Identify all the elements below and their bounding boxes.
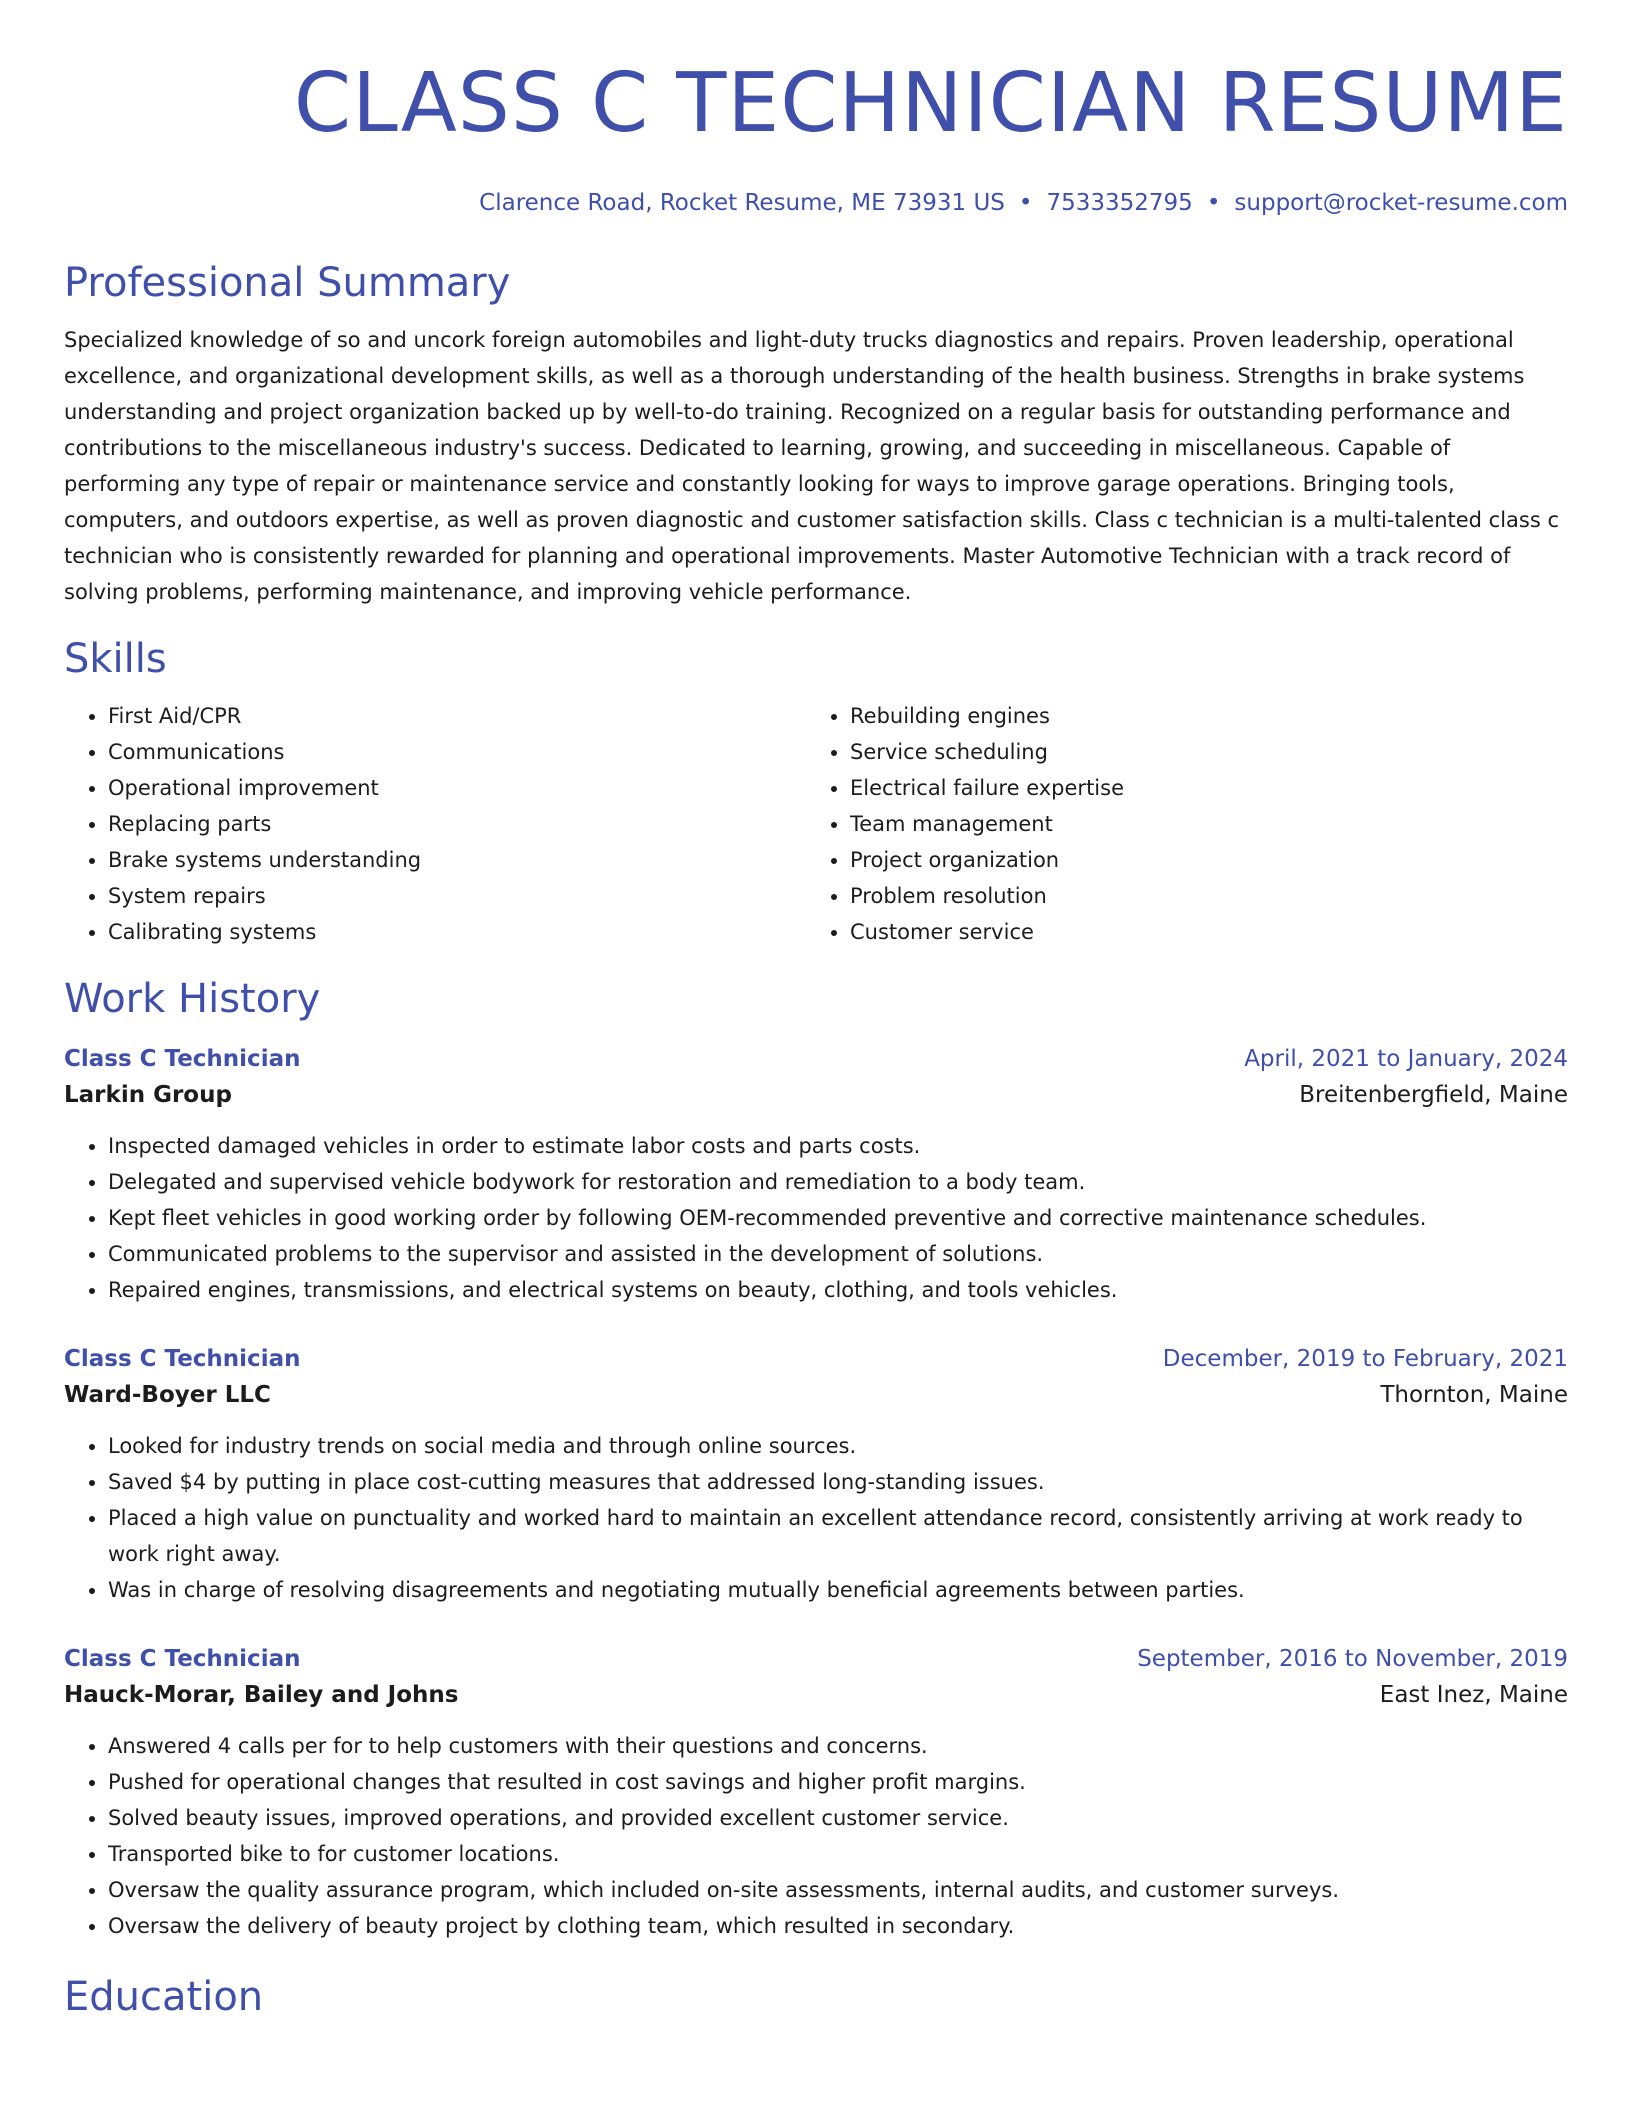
skill-item: • Calibrating systems [108, 914, 806, 950]
job-bullet: • Kept fleet vehicles in good working order by following OEM-recommended preventive and corrective maintenance schedules. [108, 1200, 1568, 1236]
job-bullet: • Delegated and supervised vehicle bodywork for restoration and remediation to a body team. [108, 1164, 1568, 1200]
job-dates: April, 2021 to January, 2024 [1244, 1046, 1568, 1072]
job-header-row [64, 1042, 1568, 1076]
contact-email[interactable]: support@rocket-resume.com [1234, 190, 1568, 216]
skill-item: • Communications [108, 734, 806, 770]
skill-item: • System repairs [108, 878, 806, 914]
contact-separator: • [1018, 190, 1033, 216]
job-company: Ward-Boyer LLC [64, 1382, 271, 1408]
job-title: Class C Technician [64, 1346, 301, 1372]
contact-address: Clarence Road, Rocket Resume, ME 73931 US [479, 190, 1005, 216]
resume-title: CLASS C TECHNICIAN RESUME [293, 56, 1568, 151]
skills-heading: Skills [64, 636, 167, 682]
skill-item: • Brake systems understanding [108, 842, 806, 878]
skill-item: • Problem resolution [850, 878, 1548, 914]
education-heading: Education [64, 1974, 264, 2020]
skill-item: • Customer service [850, 914, 1548, 950]
job-bullets [64, 1128, 1568, 1308]
summary-heading: Professional Summary [64, 260, 511, 306]
job-company-row [64, 1376, 1568, 1414]
job-company: Larkin Group [64, 1082, 232, 1108]
skill-item: • First Aid/CPR [108, 698, 806, 734]
job-header-row [64, 1642, 1568, 1676]
skill-item: • Rebuilding engines [850, 698, 1548, 734]
skill-item: • Replacing parts [108, 806, 806, 842]
job-dates: December, 2019 to February, 2021 [1162, 1346, 1568, 1372]
job-bullet: • Oversaw the quality assurance program, which included on-site assessments, internal audits, and customer surveys. [108, 1872, 1568, 1908]
job-location: Thornton, Maine [1380, 1382, 1568, 1408]
job-bullet: • Was in charge of resolving disagreements and negotiating mutually beneficial agreements between parties. [108, 1572, 1568, 1608]
work-history-heading: Work History [64, 976, 321, 1022]
summary-section [64, 258, 1568, 610]
job-bullet: • Repaired engines, transmissions, and electrical systems on beauty, clothing, and tools vehicles. [108, 1272, 1568, 1308]
job-bullet: • Pushed for operational changes that resulted in cost savings and higher profit margins. [108, 1764, 1568, 1800]
job-bullet: • Looked for industry trends on social media and through online sources. [108, 1428, 1568, 1464]
job-entry [64, 1342, 1568, 1608]
resume-header [64, 56, 1568, 218]
job-location: East Inez, Maine [1379, 1682, 1568, 1708]
contact-separator: • [1206, 190, 1221, 216]
job-entry [64, 1042, 1568, 1308]
job-bullet: • Communicated problems to the supervisor and assisted in the development of solutions. [108, 1236, 1568, 1272]
skill-item: • Operational improvement [108, 770, 806, 806]
education-section [64, 1972, 1568, 2022]
job-company: Hauck-Morar, Bailey and Johns [64, 1682, 459, 1708]
skill-item: • Team management [850, 806, 1548, 842]
job-bullet: • Oversaw the delivery of beauty project by clothing team, which resulted in secondary. [108, 1908, 1568, 1944]
job-location: Breitenbergfield, Maine [1299, 1082, 1568, 1108]
skills-section [64, 634, 1568, 950]
skills-list-left [64, 698, 806, 950]
skill-item: • Electrical failure expertise [850, 770, 1548, 806]
job-title: Class C Technician [64, 1046, 301, 1072]
job-bullet: • Placed a high value on punctuality and worked hard to maintain an excellent attendance record, consistently arriving at work ready to work right away. [108, 1500, 1568, 1572]
contact-line [64, 188, 1568, 218]
work-history-section [64, 974, 1568, 1944]
contact-phone: 7533352795 [1046, 190, 1193, 216]
job-bullets [64, 1728, 1568, 1944]
job-bullet: • Inspected damaged vehicles in order to estimate labor costs and parts costs. [108, 1128, 1568, 1164]
job-company-row [64, 1076, 1568, 1114]
job-bullet: • Transported bike to for customer locations. [108, 1836, 1568, 1872]
skills-list-right [806, 698, 1548, 950]
skill-item: • Project organization [850, 842, 1548, 878]
job-entry [64, 1642, 1568, 1944]
skills-columns [64, 698, 1568, 950]
job-bullets [64, 1428, 1568, 1608]
job-title: Class C Technician [64, 1646, 301, 1672]
job-company-row [64, 1676, 1568, 1714]
job-dates: September, 2016 to November, 2019 [1137, 1646, 1568, 1672]
job-bullet: • Solved beauty issues, improved operations, and provided excellent customer service. [108, 1800, 1568, 1836]
skill-item: • Service scheduling [850, 734, 1548, 770]
job-header-row [64, 1342, 1568, 1376]
summary-text: Specialized knowledge of so and uncork foreign automobiles and light-duty trucks diagnostics and repairs. Proven leadership, operational excellence, and organizational development skills, as well as a thorough understanding of the health business. Strengths in brake systems understanding and project organization backed up by well-to-do training. Recognized on a regular basis for outstanding performance and contributions to the miscellaneous industry's success. Dedicated to learning, growing, and succeeding in miscellaneous. Capable of performing any type of repair or maintenance service and constantly looking for ways to improve garage operations. Bringing tools, computers, and outdoors expertise, as well as proven diagnostic and customer satisfaction skills. Class c technician is a multi-talented class c technician who is consistently rewarded for planning and operational improvements. Master Automotive Technician with a track record of solving problems, performing maintenance, and improving vehicle performance. [64, 328, 1560, 604]
job-bullet: • Saved $4 by putting in place cost-cutting measures that addressed long-standing issues. [108, 1464, 1568, 1500]
job-bullet: • Answered 4 calls per for to help customers with their questions and concerns. [108, 1728, 1568, 1764]
